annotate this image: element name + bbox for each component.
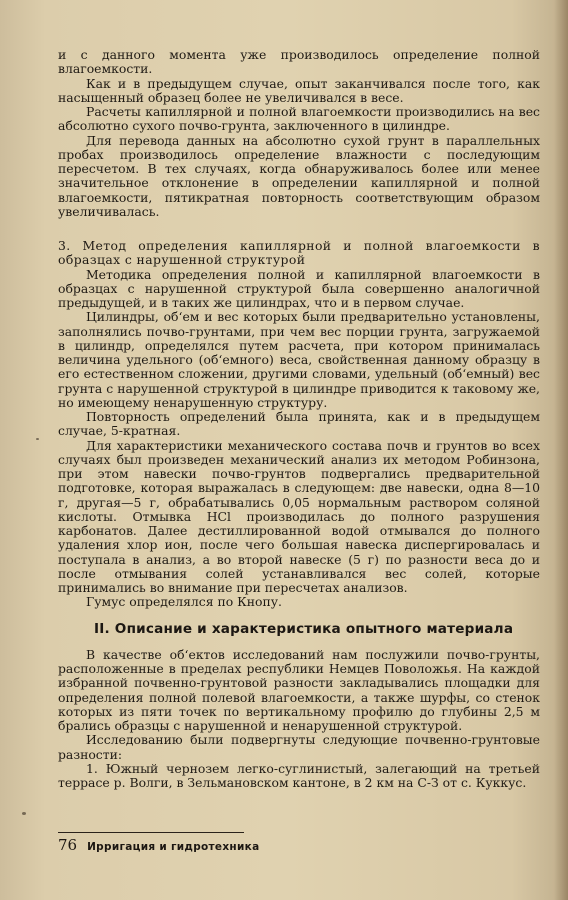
page-text bbox=[58, 48, 540, 790]
section-3-heading bbox=[58, 239, 540, 268]
paragraph-continuation: и с данного момента уже производилось определение полной влагоемкости. bbox=[58, 47, 540, 77]
paragraph: Повторность определений была принята, как и в предыдущем случае, 5-кратная. bbox=[58, 409, 540, 439]
paragraph: Как и в предыдущем случае, опыт заканчивался после того, как насыщенный образец более не увеличивался в весе. bbox=[58, 75, 540, 105]
journal-title: Ирригация и гидротехника bbox=[87, 841, 260, 853]
paragraph: Расчеты капиллярной и полной влагоемкости производились на вес абсолютно сухого почво-грунта, заключенного в цилиндре. bbox=[58, 104, 540, 134]
footer-rule bbox=[58, 832, 244, 833]
paragraph: Гумус определялся по Кнопу. bbox=[86, 594, 282, 610]
paragraph: Методика определения полной и капиллярной влагоемкости в образцах с нарушенной структурой была совершенно аналогичной предыдущей, и в таких же цилиндрах, что и в первом случае. bbox=[58, 266, 540, 310]
section-3-title: Метод определения капиллярной и полной влагоемкости в образцах с нарушенной структурой bbox=[58, 238, 540, 268]
paragraph: 1. Южный чернозем легко-суглинистый, залегающий на третьей террасе р. Волги, в Зельмановском кантоне, в 2 км на С-З от с. Куккус. bbox=[58, 760, 540, 790]
section-3-number: 3. bbox=[58, 238, 71, 253]
paragraph: Цилиндры, об‘ем и вес которых были предварительно установлены, заполнялись почво-грунтами, при чем вес порции грунта, загружаемой в цилиндр, определялся путем расчета, при котором принималась величина удельного (об‘емного) веса, свойственная данному образцу в его естественном сложении, другими словами, удельный (об‘емный) вес грунта с нарушенной структурой в цилиндре приводится к таковому же, но имеющему ненарушенную структуру. bbox=[58, 309, 540, 410]
paragraph: Для характеристики механического состава почв и грунтов во всех случаях был произведен механический анализ их методом Робинзона, при этом навески почво-грунтов подвергались предварительной подготовке, которая выражалась в следующем: две навески, одна 8—10 г, другая—5 г, обрабатывались 0,05 нормальным раствором соляной кислоты. Отмывка НСl производилась до полного разрушения карбонатов. Далее дестиллированной водой отмывался до полного удаления хлор ион, после чего большая навеска диспергировалась и поступала в анализ, а во второй навеске (5 г) по разности веса до и после отмывания солей устанавливался вес солей, которые принимались во внимание при пересчетах анализов. bbox=[58, 437, 540, 595]
ink-spot bbox=[36, 438, 39, 440]
paragraph: Для перевода данных на абсолютно сухой грунт в параллельных пробах производилось определение влажности с последующим пересчетом. В тех случаях, когда обнаруживалось более или менее значительное отклонение в определении капиллярной и полной влагоемкости, пятикратная повторность соответствующим образом увеличивалась. bbox=[58, 132, 540, 219]
section-2-heading: II. Описание и характеристика опытного материала bbox=[94, 620, 514, 637]
page-number: 76 bbox=[58, 836, 78, 854]
paragraph: В качестве об‘ектов исследований нам послужили почво-грунты, расположенные в пределах республики Немцев Поволожья. На каждой избранной почвенно-грунтовой разности закладывались площадки для определения полной полевой влагоемкости, а также шурфы, со стенок которых из пяти точек по вертикальному профилю до глубины 2,5 м брались образцы с нарушенной и ненарушенной структурой. bbox=[58, 646, 540, 733]
ink-spot bbox=[22, 812, 26, 815]
paragraph: Исследованию были подвергнуты следующие почвенно-грунтовые разности: bbox=[58, 732, 540, 762]
page-footer bbox=[58, 836, 259, 854]
